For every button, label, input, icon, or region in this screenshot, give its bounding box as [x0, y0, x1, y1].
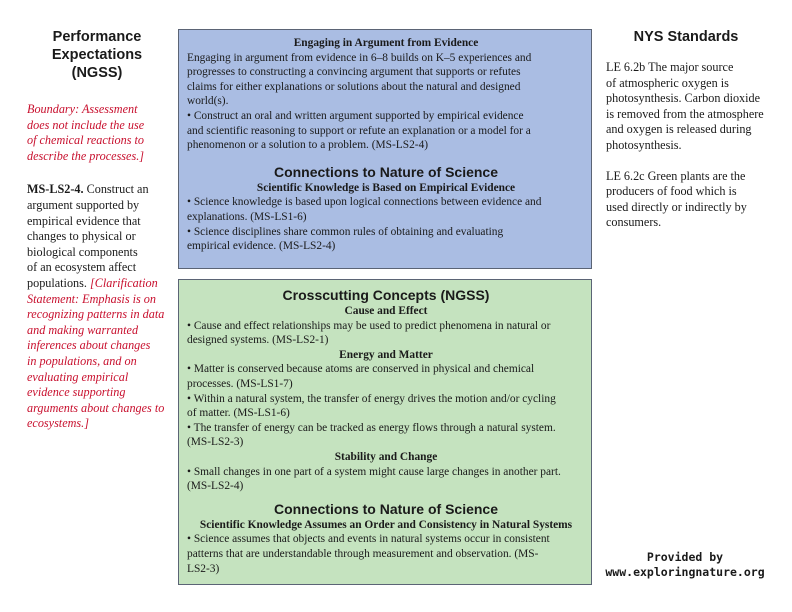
crosscutting-heading: Crosscutting Concepts (NGSS)	[282, 287, 490, 303]
energy-matter-bullets: • Matter is conserved because atoms are conserved in physical and chemical processes. (MS-LS1-7) • Within a natural system, the transfer of energy drives the motion and/or cycling of matter. (MS-LS1-6) • The transfer of energy can be tracked as energy flows through a natural system. (MS-LS2-3)	[187, 363, 556, 449]
practice-heading: Engaging in Argument from Evidence	[293, 37, 479, 49]
nys-standards-title: NYS Standards	[633, 29, 739, 45]
performance-expectations-column	[27, 28, 167, 432]
energy-matter-subheading: Energy and Matter	[339, 348, 433, 361]
nys-standard-le-6-2c: LE 6.2c Green plants are the producers of food which is used directly or indirectly by consumers.	[606, 168, 747, 230]
performance-expectations-title: Performance Expectations (NGSS)	[51, 29, 143, 81]
nature-of-science-bullets-2: • Science assumes that objects and events in natural systems occur in consistent patterns that are understandable through measurement and observation. (MS- LS2-3)	[187, 533, 550, 575]
stability-change-bullets: • Small changes in one part of a system might cause large changes in another part. (MS-LS2-4)	[187, 465, 561, 493]
stability-change-subheading: Stability and Change	[334, 450, 438, 463]
cause-effect-bullets: • Cause and effect relationships may be used to predict phenomena in natural or designed systems. (MS-LS2-1)	[187, 319, 551, 347]
nature-of-science-heading-2: Connections to Nature of Science	[273, 500, 499, 517]
nature-of-science-subheading-2: Scientific Knowledge Assumes an Order and Consistency in Natural Systems	[199, 518, 573, 531]
nature-of-science-heading: Connections to Nature of Science	[273, 163, 499, 180]
nys-standards-column	[606, 28, 766, 231]
performance-expectation-ms-ls2-4: MS-LS2-4. Construct an argument supported by empirical evidence that changes to physical or biological components of an ecosystem affect populations. [Clarification Statement: Emphasis is on recognizing patterns in data and making warranted inferences about changes in populations, and on evaluating empirical evidence supporting arguments about changes to ecosystems.]	[27, 182, 165, 431]
crosscutting-concepts-box	[178, 279, 592, 585]
nature-of-science-bullets: • Science knowledge is based upon logical connections between evidence and explanations. (MS-LS1-6) • Science disciplines share common rules of obtaining and evaluating empirical evidence. (MS-LS2-4)	[187, 196, 542, 253]
cause-effect-subheading: Cause and Effect	[344, 305, 428, 317]
nys-standard-le-6-2b: LE 6.2b The major source of atmospheric oxygen is photosynthesis. Carbon dioxide is removed from the atmosphere and oxygen is released during photosynthesis.	[606, 60, 764, 152]
practice-bullet: • Construct an oral and written argument supported by empirical evidence and scientific reasoning to support or refute an explanation or a model for a phenomenon or a solution to a problem. (MS-LS2-4)	[187, 109, 531, 152]
pe-code: MS-LS2-4.	[27, 182, 84, 197]
provided-by-credit	[600, 550, 770, 580]
nature-of-science-subheading: Scientific Knowledge is Based on Empirical Evidence	[256, 181, 516, 194]
site-url: www.exploringnature.org	[605, 565, 765, 579]
provided-by-label: Provided by	[646, 550, 724, 564]
practice-intro: Engaging in argument from evidence in 6–8 builds on K–5 experiences and progresses to constructing a convincing argument that supports or refutes claims for either explanations or solutions about the natural and designed world(s).	[187, 51, 532, 108]
assessment-boundary: Boundary: Assessment does not include the use of chemical reactions to describe the processes.]	[27, 102, 145, 163]
clarification-statement: [Clarification Statement: Emphasis is on recognizing patterns in data and making warranted inferences about changes in populations, and on evaluating empirical evidence supporting arguments about changes to ecosystems.]	[27, 275, 165, 431]
science-practices-box	[178, 29, 592, 269]
